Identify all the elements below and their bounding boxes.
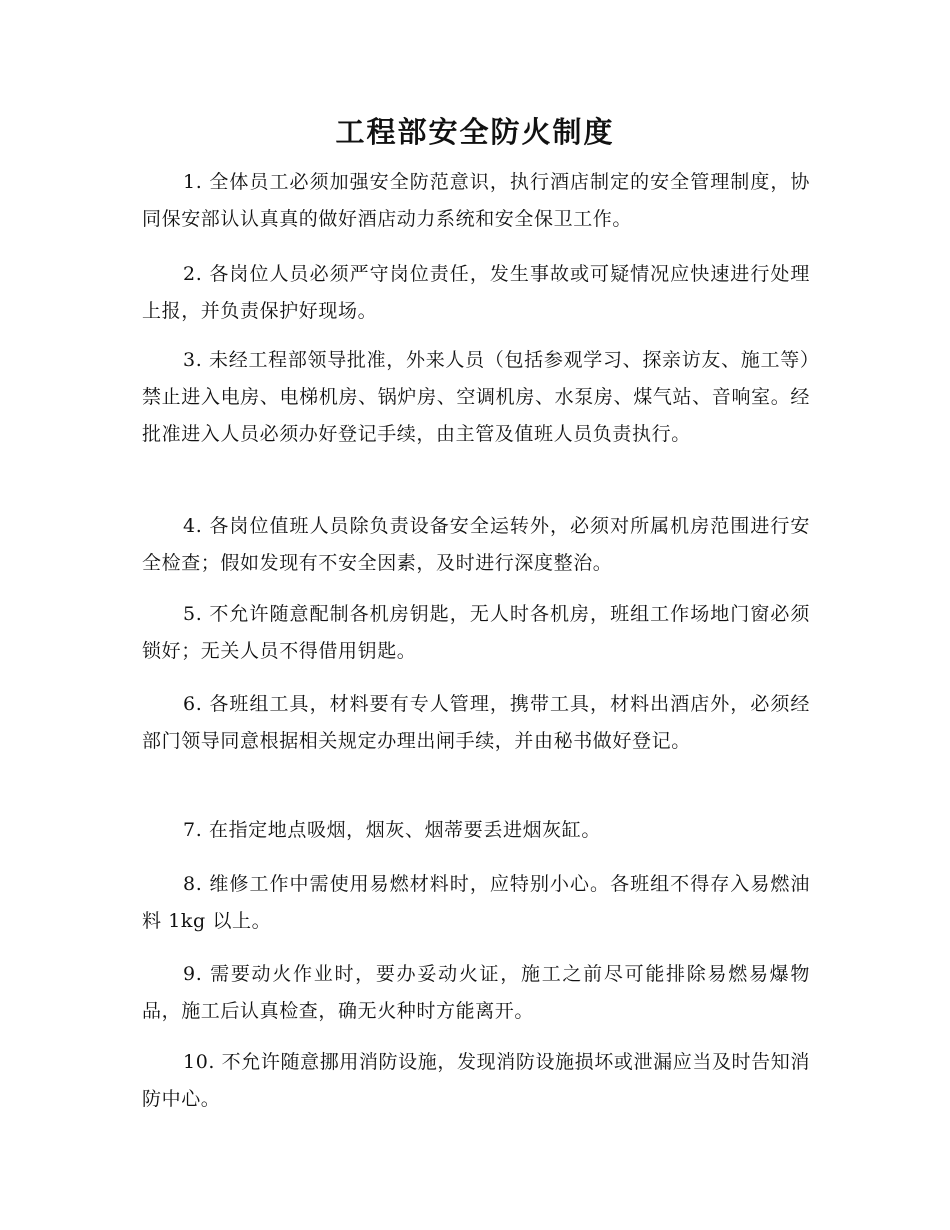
paragraph-2: 2. 各岗位人员必须严守岗位责任，发生事故或可疑情况应快速进行处理上报，并负责保护好现场。: [142, 263, 810, 322]
paragraph-8: 8. 维修工作中需使用易燃材料时，应特别小心。各班组不得存入易燃油料 1kg 以上。: [142, 873, 810, 932]
paragraph-3: 3. 未经工程部领导批准，外来人员（包括参观学习、探亲访友、施工等）禁止进入电房、电梯机房、锅炉房、空调机房、水泵房、煤气站、音响室。经批准进入人员必须办好登记手续，由主管及值班人员负责执行。: [142, 349, 810, 445]
paragraph-9: 9. 需要动火作业时，要办妥动火证，施工之前尽可能排除易燃易爆物品，施工后认真检查，确无火种时方能离开。: [142, 963, 810, 1022]
paragraph-5: 5. 不允许随意配制各机房钥匙，无人时各机房，班组工作场地门窗必须锁好；无关人员不得借用钥匙。: [142, 603, 810, 662]
paragraph-6: 6. 各班组工具，材料要有专人管理，携带工具，材料出酒店外，必须经部门领导同意根据相关规定办理出闸手续，并由秘书做好登记。: [142, 693, 810, 752]
paragraph-4: 4. 各岗位值班人员除负责设备安全运转外，必须对所属机房范围进行安全检查；假如发现有不安全因素，及时进行深度整治。: [142, 515, 810, 574]
paragraph-7: 7. 在指定地点吸烟，烟灰、烟蒂要丢进烟灰缸。: [183, 819, 601, 841]
document-title: 工程部安全防火制度: [335, 115, 615, 149]
paragraph-10: 10. 不允许随意挪用消防设施，发现消防设施损坏或泄漏应当及时告知消防中心。: [142, 1051, 810, 1110]
paragraph-1: 1. 全体员工必须加强安全防范意识，执行酒店制定的安全管理制度，协同保安部认认真真的做好酒店动力系统和安全保卫工作。: [142, 171, 810, 230]
